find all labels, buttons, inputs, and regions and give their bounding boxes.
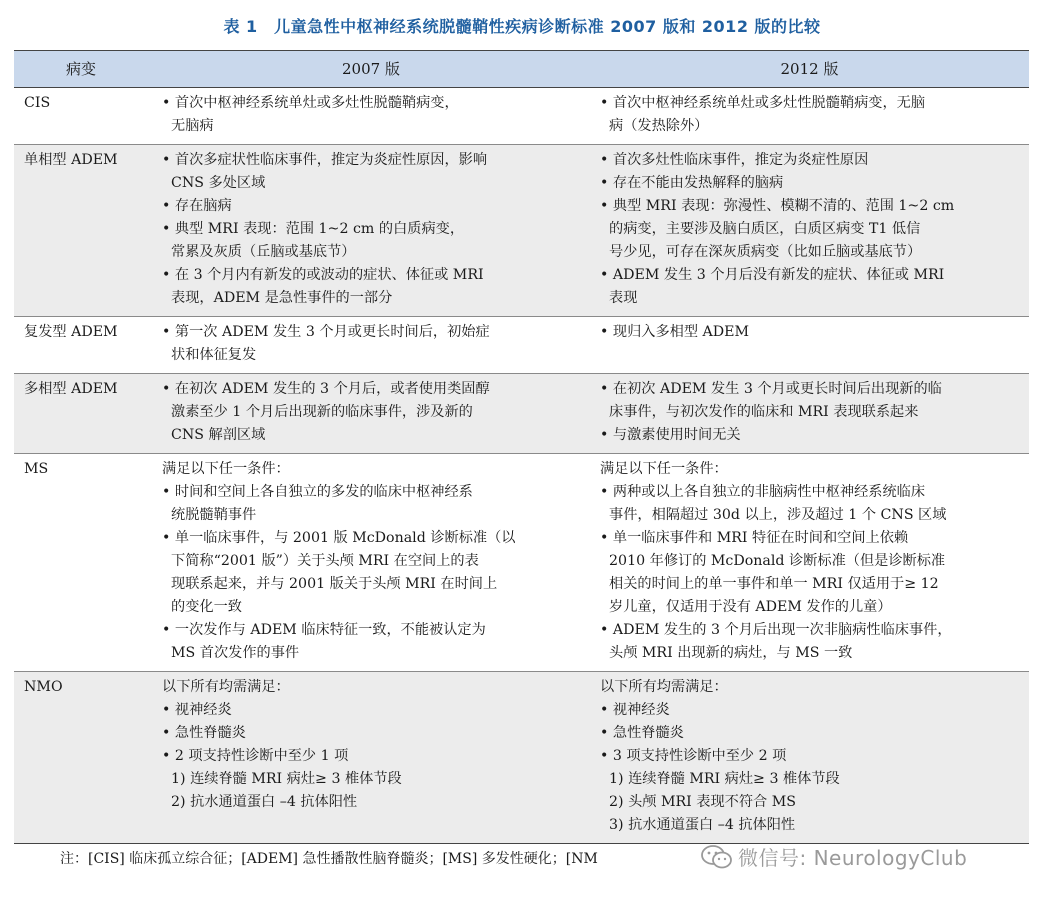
criteria-line: 3) 抗水通道蛋白 –4 抗体阳性 — [600, 817, 796, 833]
criteria-line: • 时间和空间上各自独立的多发的临床中枢神经系 — [162, 484, 473, 500]
criteria-line: 表现，ADEM 是急性事件的一部分 — [162, 290, 393, 306]
criteria-line: 统脱髓鞘事件 — [162, 507, 257, 523]
criteria-line: 1) 连续脊髓 MRI 病灶≥ 3 椎体节段 — [600, 771, 840, 787]
criteria-line: 1) 连续脊髓 MRI 病灶≥ 3 椎体节段 — [162, 771, 402, 787]
criteria-line: • 急性脊髓炎 — [162, 725, 246, 741]
criteria-line: 2010 年修订的 McDonald 诊断标准（但是诊断标准 — [600, 553, 946, 569]
criteria-line: • 一次发作与 ADEM 临床特征一致，不能被认定为 — [162, 622, 486, 638]
criteria-line: • 在初次 ADEM 发生 3 个月或更长时间后出现新的临 — [600, 381, 942, 397]
criteria-line: 2) 抗水通道蛋白 –4 抗体阳性 — [162, 794, 358, 810]
criteria-line: 满足以下任一条件： — [162, 461, 290, 477]
criteria-line: • 首次中枢神经系统单灶或多灶性脱髓鞘病变，无脑 — [600, 95, 926, 111]
cell-2007 — [152, 317, 590, 374]
criteria-line: • 第一次 ADEM 发生 3 个月或更长时间后，初始症 — [162, 324, 490, 340]
cell-2012 — [590, 454, 1029, 672]
criteria-line: MS 首次发作的事件 — [162, 645, 300, 661]
criteria-line: • 急性脊髓炎 — [600, 725, 684, 741]
row-label: 复发型 ADEM — [14, 317, 152, 374]
watermark-text: 微信号: NeurologyClub — [738, 846, 968, 870]
table-row — [14, 672, 1029, 844]
cell-2007 — [152, 145, 590, 317]
cell-2012 — [590, 374, 1029, 454]
criteria-line: • 首次多灶性临床事件，推定为炎症性原因 — [600, 152, 869, 168]
row-label: CIS — [14, 88, 152, 145]
criteria-line: 现联系起来，并与 2001 版关于头颅 MRI 在时间上 — [162, 576, 498, 592]
criteria-line: 满足以下任一条件： — [600, 461, 728, 477]
row-label: NMO — [14, 672, 152, 844]
criteria-line: • 首次多症状性临床事件，推定为炎症性原因，影响 — [162, 152, 488, 168]
criteria-line: 岁儿童，仅适用于没有 ADEM 发作的儿童） — [600, 599, 892, 615]
table-row — [14, 374, 1029, 454]
header-row — [14, 51, 1029, 88]
criteria-line: • 典型 MRI 表现：范围 1~2 cm 的白质病变， — [162, 221, 465, 237]
table-row — [14, 145, 1029, 317]
criteria-line: • ADEM 发生 3 个月后没有新发的症状、体征或 MRI — [600, 267, 945, 283]
row-label: 单相型 ADEM — [14, 145, 152, 317]
table-title: 表 1 儿童急性中枢神经系统脱髓鞘性疾病诊断标准 2007 版和 2012 版的比较 — [223, 17, 821, 36]
criteria-line: 病（发热除外） — [600, 118, 709, 134]
row-label: MS — [14, 454, 152, 672]
criteria-line: CNS 解剖区域 — [162, 427, 266, 443]
cell-2012 — [590, 672, 1029, 844]
header-lesion: 病变 — [14, 51, 152, 88]
table-row — [14, 88, 1029, 145]
criteria-line: 的病变，主要涉及脑白质区，白质区病变 T1 低信 — [600, 221, 921, 237]
table-row — [14, 454, 1029, 672]
cell-2007 — [152, 672, 590, 844]
criteria-line: 激素至少 1 个月后出现新的临床事件，涉及新的 — [162, 404, 473, 420]
criteria-line: 床事件，与初次发作的临床和 MRI 表现联系起来 — [600, 404, 919, 420]
criteria-line: 表现 — [600, 290, 638, 306]
table-row — [14, 317, 1029, 374]
footnote: 注：[CIS] 临床孤立综合征；[ADEM] 急性播散性脑脊髓炎；[MS] 多发性硬化；[NM — [60, 851, 598, 867]
criteria-line: CNS 多处区域 — [162, 175, 266, 191]
criteria-line: • 典型 MRI 表现：弥漫性、模糊不清的、范围 1~2 cm — [600, 198, 955, 214]
criteria-line: 以下所有均需满足： — [600, 679, 728, 695]
criteria-line: • 现归入多相型 ADEM — [600, 324, 750, 340]
criteria-line: • 与激素使用时间无关 — [600, 427, 741, 443]
criteria-line: 常累及灰质（丘脑或基底节） — [162, 244, 356, 260]
criteria-line: 事件，相隔超过 30d 以上，涉及超过 1 个 CNS 区域 — [600, 507, 947, 523]
criteria-line: • 单一临床事件和 MRI 特征在时间和空间上依赖 — [600, 530, 909, 546]
comparison-table — [14, 50, 1029, 844]
table-body — [14, 88, 1029, 844]
criteria-line: • 在 3 个月内有新发的或波动的症状、体征或 MRI — [162, 267, 484, 283]
criteria-line: 下简称“2001 版”）关于头颅 MRI 在空间上的表 — [162, 553, 479, 569]
criteria-line: 2) 头颅 MRI 表现不符合 MS — [600, 794, 796, 810]
cell-2007 — [152, 454, 590, 672]
cell-2007 — [152, 374, 590, 454]
criteria-line: 以下所有均需满足： — [162, 679, 290, 695]
criteria-line: 头颅 MRI 出现新的病灶，与 MS 一致 — [600, 645, 853, 661]
criteria-line: • 存在脑病 — [162, 198, 232, 214]
criteria-line: 无脑病 — [162, 118, 214, 134]
wechat-icon — [700, 844, 734, 870]
criteria-line: • 存在不能由发热解释的脑病 — [600, 175, 784, 191]
row-label: 多相型 ADEM — [14, 374, 152, 454]
header-2007: 2007 版 — [152, 51, 590, 88]
criteria-line: • 视神经炎 — [162, 702, 232, 718]
cell-2012 — [590, 145, 1029, 317]
criteria-line: 的变化一致 — [162, 599, 242, 615]
criteria-line: • 单一临床事件，与 2001 版 McDonald 诊断标准（以 — [162, 530, 516, 546]
criteria-line: • 两种或以上各自独立的非脑病性中枢神经系统临床 — [600, 484, 926, 500]
wechat-watermark — [700, 842, 967, 871]
criteria-line: • ADEM 发生的 3 个月后出现一次非脑病性临床事件， — [600, 622, 952, 638]
criteria-line: • 在初次 ADEM 发生的 3 个月后，或者使用类固醇 — [162, 381, 490, 397]
criteria-line: 相关的时间上的单一事件和单一 MRI 仅适用于≥ 12 — [600, 576, 939, 592]
cell-2012 — [590, 317, 1029, 374]
cell-2012 — [590, 88, 1029, 145]
header-2012: 2012 版 — [590, 51, 1029, 88]
criteria-line: • 首次中枢神经系统单灶或多灶性脱髓鞘病变， — [162, 95, 459, 111]
criteria-line: 状和体征复发 — [162, 347, 257, 363]
criteria-line: • 2 项支持性诊断中至少 1 项 — [162, 748, 349, 764]
cell-2007 — [152, 88, 590, 145]
criteria-line: • 视神经炎 — [600, 702, 670, 718]
criteria-line: 号少见，可存在深灰质病变（比如丘脑或基底节） — [600, 244, 922, 260]
criteria-line: • 3 项支持性诊断中至少 2 项 — [600, 748, 787, 764]
